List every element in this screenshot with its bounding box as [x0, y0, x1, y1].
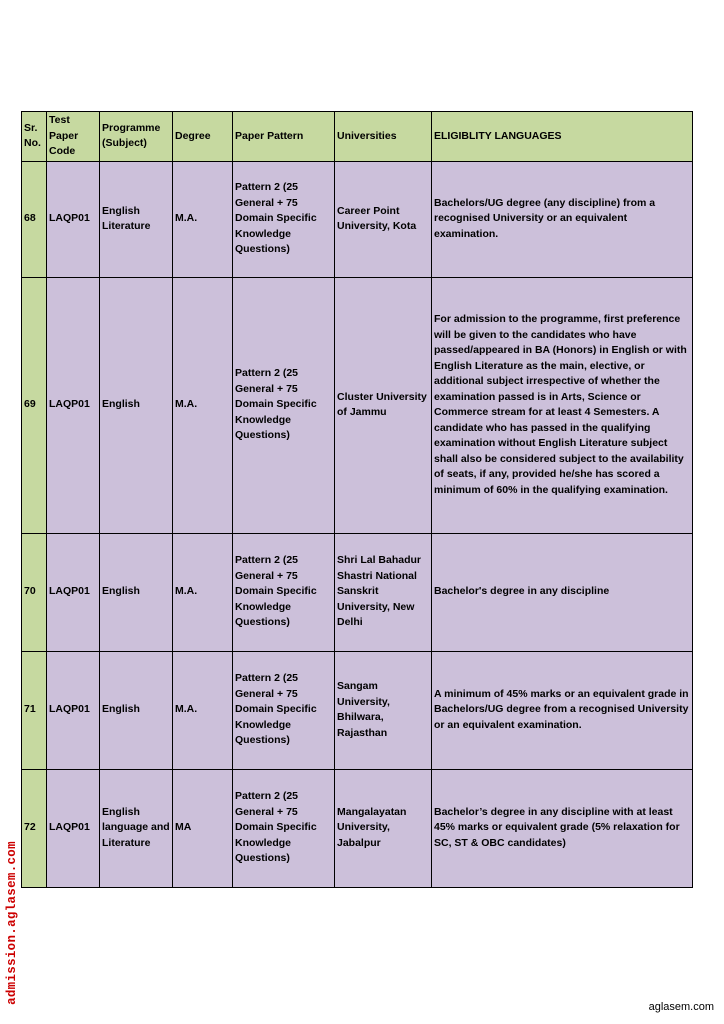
paper-code-cell: LAQP01: [47, 651, 100, 769]
paper-code-cell: LAQP01: [47, 161, 100, 277]
header-eligibility: ELIGIBLITY LANGUAGES: [432, 112, 693, 162]
degree-cell: M.A.: [173, 277, 233, 533]
table-row: [22, 769, 693, 887]
programme-cell: English Literature: [100, 161, 173, 277]
sr-no-cell: 72: [22, 769, 47, 887]
university-cell: Cluster University of Jammu: [335, 277, 432, 533]
sr-no-cell: 70: [22, 533, 47, 651]
table-row: [22, 161, 693, 277]
watermark-text: admission.aglasem.com: [5, 841, 19, 1005]
footer-site-name: aglasem.com: [648, 1001, 714, 1013]
programme-cell: English language and Literature: [100, 769, 173, 887]
programme-cell: English: [100, 277, 173, 533]
paper-pattern-cell: Pattern 2 (25 General + 75 Domain Specific Knowledge Questions): [233, 651, 335, 769]
eligibility-cell: Bachelors/UG degree (any discipline) from a recognised University or an equivalent examination.: [432, 161, 693, 277]
header-sr-no: Sr. No.: [22, 112, 47, 162]
eligibility-cell: Bachelor's degree in any discipline: [432, 533, 693, 651]
eligibility-cell: For admission to the programme, first preference will be given to the candidates who have passed/appeared in BA (Honors) in English or with English Literature as the main, elective, or additional subject irrespective of whether the examination passed is in Arts, Science or Commerce stream for at least 4 Semesters. A candidate who has passed in the qualifying examination without English Literature subject shall also be considered subject to the availability of seats, if any, provided he/she has scored a minimum of 60% in the qualifying examination.: [432, 277, 693, 533]
table-row: [22, 533, 693, 651]
paper-pattern-cell: Pattern 2 (25 General + 75 Domain Specific Knowledge Questions): [233, 769, 335, 887]
sr-no-cell: 68: [22, 161, 47, 277]
eligibility-table: [21, 111, 693, 888]
paper-code-cell: LAQP01: [47, 277, 100, 533]
table-row: [22, 277, 693, 533]
degree-cell: MA: [173, 769, 233, 887]
header-test-paper-code: Test Paper Code: [47, 112, 100, 162]
degree-cell: M.A.: [173, 533, 233, 651]
programme-cell: English: [100, 533, 173, 651]
header-row: [22, 112, 693, 162]
paper-pattern-cell: Pattern 2 (25 General + 75 Domain Specific Knowledge Questions): [233, 533, 335, 651]
sr-no-cell: 69: [22, 277, 47, 533]
sr-no-cell: 71: [22, 651, 47, 769]
degree-cell: M.A.: [173, 651, 233, 769]
table-row: [22, 651, 693, 769]
header-degree: Degree: [173, 112, 233, 162]
eligibility-cell: A minimum of 45% marks or an equivalent grade in Bachelors/UG degree from a recognised University or an equivalent examination.: [432, 651, 693, 769]
programme-cell: English: [100, 651, 173, 769]
university-cell: Mangalayatan University, Jabalpur: [335, 769, 432, 887]
university-cell: Sangam University, Bhilwara, Rajasthan: [335, 651, 432, 769]
university-cell: Career Point University, Kota: [335, 161, 432, 277]
header-paper-pattern: Paper Pattern: [233, 112, 335, 162]
degree-cell: M.A.: [173, 161, 233, 277]
paper-code-cell: LAQP01: [47, 533, 100, 651]
paper-pattern-cell: Pattern 2 (25 General + 75 Domain Specific Knowledge Questions): [233, 277, 335, 533]
paper-code-cell: LAQP01: [47, 769, 100, 887]
header-universities: Universities: [335, 112, 432, 162]
header-programme: Programme (Subject): [100, 112, 173, 162]
paper-pattern-cell: Pattern 2 (25 General + 75 Domain Specific Knowledge Questions): [233, 161, 335, 277]
eligibility-cell: Bachelor’s degree in any discipline with at least 45% marks or equivalent grade (5% relaxation for SC, ST & OBC candidates): [432, 769, 693, 887]
university-cell: Shri Lal Bahadur Shastri National Sanskrit University, New Delhi: [335, 533, 432, 651]
